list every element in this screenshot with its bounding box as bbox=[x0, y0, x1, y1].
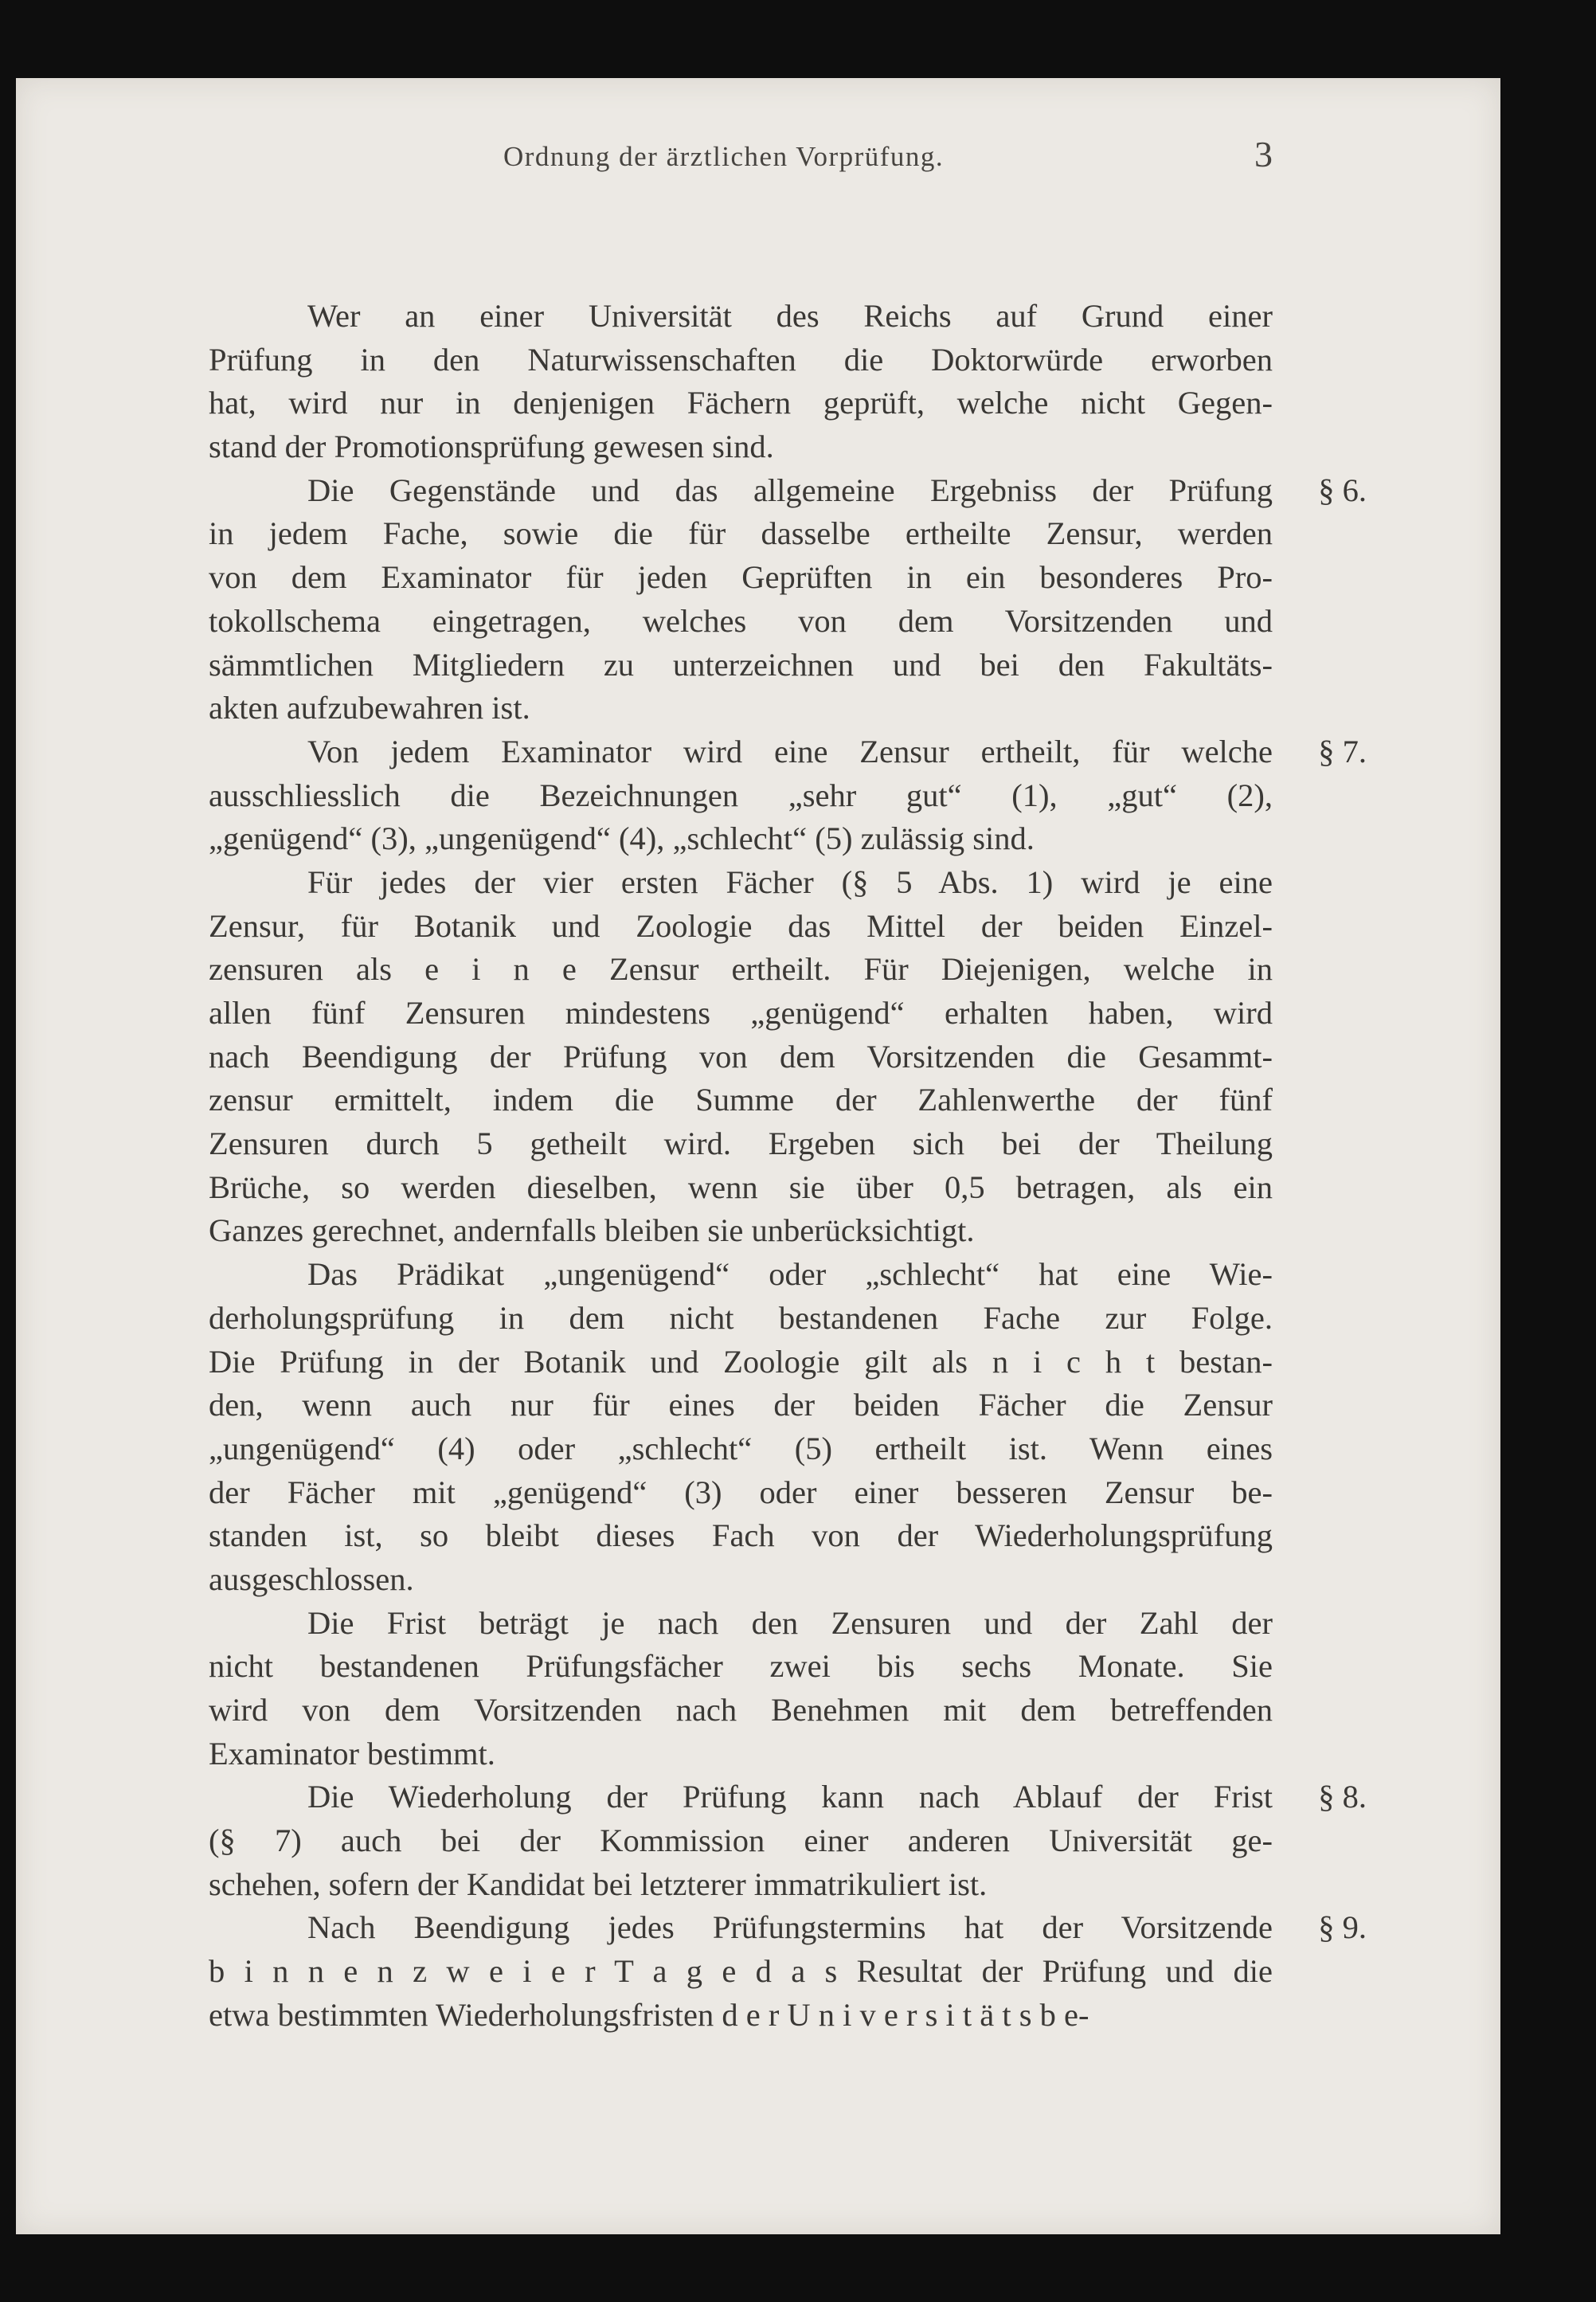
text-line bbox=[209, 861, 1273, 905]
paragraph bbox=[209, 295, 1273, 469]
section-marker: § 6. bbox=[1318, 472, 1367, 508]
text-line bbox=[209, 1558, 1273, 1602]
line-text: b i n n e n z w e i e r T a g e d a s Resultat der Prüfung und die bbox=[209, 1953, 1273, 1990]
text-line bbox=[209, 1950, 1273, 1994]
line-text: Brüche, so werden dieselben, wenn sie über 0,5 betragen, als ein bbox=[209, 1169, 1273, 1205]
text-line bbox=[209, 1079, 1273, 1122]
text-line bbox=[209, 644, 1273, 687]
line-text: (§ 7) auch bei der Kommission einer anderen Universität ge- bbox=[209, 1822, 1273, 1859]
text-line bbox=[209, 1819, 1273, 1863]
paragraph bbox=[209, 469, 1367, 730]
text-line bbox=[209, 1732, 1273, 1776]
text-line bbox=[209, 948, 1273, 992]
line-text: Nach Beendigung jedes Prüfungstermins hat der Vorsitzende bbox=[307, 1909, 1273, 1946]
text-line bbox=[209, 1471, 1273, 1515]
text-line bbox=[209, 1906, 1367, 1950]
text-line bbox=[209, 1775, 1367, 1819]
text-line bbox=[209, 1863, 1273, 1907]
text-line bbox=[209, 469, 1367, 513]
line-text: etwa bestimmten Wiederholungsfristen d e r U n i v e r s i t ä t s b e- bbox=[209, 1996, 1089, 2033]
text-line bbox=[209, 817, 1273, 861]
line-text: schehen, sofern der Kandidat bei letzterer immatrikuliert ist. bbox=[209, 1865, 988, 1902]
text-line bbox=[209, 600, 1273, 644]
line-text: der Fächer mit „genügend“ (3) oder einer besseren Zensur be- bbox=[209, 1474, 1273, 1510]
line-text: Wer an einer Universität des Reichs auf Grund einer bbox=[307, 298, 1273, 334]
text-line bbox=[209, 1209, 1273, 1253]
paragraph bbox=[209, 1775, 1367, 1906]
line-text: hat, wird nur in denjenigen Fächern geprüft, welche nicht Gegen- bbox=[209, 385, 1273, 421]
line-text: tokollschema eingetragen, welches von dem Vorsitzenden und bbox=[209, 602, 1273, 639]
text-line bbox=[209, 1514, 1273, 1558]
text-line bbox=[209, 1427, 1273, 1471]
line-text: „ungenügend“ (4) oder „schlecht“ (5) ertheilt ist. Wenn eines bbox=[209, 1430, 1273, 1466]
text-line bbox=[209, 556, 1273, 600]
text-line bbox=[209, 339, 1273, 382]
body-text bbox=[209, 295, 1367, 2038]
line-text: Zensuren durch 5 getheilt wird. Ergeben sich bei der Theilung bbox=[209, 1126, 1273, 1162]
line-text: ausgeschlossen. bbox=[209, 1560, 414, 1597]
text-line bbox=[209, 1297, 1273, 1341]
text-line bbox=[209, 295, 1273, 339]
line-text: in jedem Fache, sowie die für dasselbe ertheilte Zensur, werden bbox=[209, 515, 1273, 552]
line-text: den, wenn auch nur für eines der beiden Fächer die Zensur bbox=[209, 1387, 1273, 1423]
text-line bbox=[209, 1341, 1273, 1384]
text-line bbox=[209, 992, 1273, 1036]
text-line bbox=[209, 1645, 1273, 1689]
line-text: Die Frist beträgt je nach den Zensuren und der Zahl der bbox=[307, 1604, 1273, 1641]
line-text: stand der Promotionsprüfung gewesen sind. bbox=[209, 429, 774, 465]
line-text: Die Wiederholung der Prüfung kann nach Ablauf der Frist bbox=[307, 1779, 1273, 1815]
text-line bbox=[209, 730, 1367, 774]
line-text: Die Gegenstände und das allgemeine Ergebniss der Prüfung bbox=[307, 472, 1273, 508]
line-text: „genügend“ (3), „ungenügend“ (4), „schlecht“ (5) zulässig sind. bbox=[209, 820, 1035, 857]
line-text: Examinator bestimmt. bbox=[209, 1735, 495, 1772]
running-title: Ordnung der ärztlichen Vorprüfung. bbox=[503, 141, 945, 172]
line-text: allen fünf Zensuren mindestens „genügend“ erhalten haben, wird bbox=[209, 995, 1273, 1031]
text-line bbox=[209, 1166, 1273, 1210]
page-number: 3 bbox=[1254, 134, 1273, 174]
line-text: zensuren als e i n e Zensur ertheilt. Für Diejenigen, welche in bbox=[209, 951, 1273, 988]
line-text: Von jedem Examinator wird eine Zensur ertheilt, für welche bbox=[307, 733, 1273, 769]
line-text: nach Beendigung der Prüfung von dem Vorsitzenden die Gesammt- bbox=[209, 1038, 1273, 1075]
line-text: standen ist, so bleibt dieses Fach von der Wiederholungsprüfung bbox=[209, 1517, 1273, 1554]
paragraph bbox=[209, 730, 1367, 861]
section-marker: § 8. bbox=[1318, 1779, 1367, 1815]
line-text: Zensur, für Botanik und Zoologie das Mittel der beiden Einzel- bbox=[209, 907, 1273, 944]
text-line bbox=[209, 905, 1273, 949]
line-text: Für jedes der vier ersten Fächer (§ 5 Abs. 1) wird je eine bbox=[307, 863, 1273, 900]
text-line bbox=[209, 1689, 1273, 1732]
line-text: akten aufzubewahren ist. bbox=[209, 690, 530, 726]
line-text: zensur ermittelt, indem die Summe der Zahlenwerthe der fünf bbox=[209, 1082, 1273, 1118]
line-text: von dem Examinator für jeden Geprüften in ein besonderes Pro- bbox=[209, 559, 1273, 596]
text-line bbox=[209, 1384, 1273, 1427]
line-text: ausschliesslich die Bezeichnungen „sehr gut“ (1), „gut“ (2), bbox=[209, 777, 1273, 813]
line-text: derholungsprüfung in dem nicht bestandenen Fache zur Folge. bbox=[209, 1299, 1273, 1336]
text-line bbox=[209, 774, 1273, 818]
text-line bbox=[209, 425, 1273, 469]
paragraph bbox=[209, 1602, 1273, 1776]
text-line bbox=[209, 1994, 1273, 2038]
line-text: Das Prädikat „ungenügend“ oder „schlecht“ hat eine Wie- bbox=[307, 1256, 1273, 1293]
paragraph bbox=[209, 861, 1273, 1253]
line-text: wird von dem Vorsitzenden nach Benehmen mit dem betreffenden bbox=[209, 1692, 1273, 1728]
line-text: Prüfung in den Naturwissenschaften die Doktorwürde erworben bbox=[209, 341, 1273, 378]
line-text: Ganzes gerechnet, andernfalls bleiben sie unberücksichtigt. bbox=[209, 1212, 975, 1249]
text-line bbox=[209, 382, 1273, 425]
text-line bbox=[209, 1122, 1273, 1166]
line-text: nicht bestandenen Prüfungsfächer zwei bis sechs Monate. Sie bbox=[209, 1648, 1273, 1685]
text-line bbox=[209, 687, 1273, 730]
paragraph bbox=[209, 1906, 1367, 2037]
text-line bbox=[209, 512, 1273, 556]
page-header bbox=[209, 134, 1273, 189]
text-line bbox=[209, 1253, 1273, 1297]
section-marker: § 9. bbox=[1318, 1909, 1367, 1946]
line-text: Die Prüfung in der Botanik und Zoologie gilt als n i c h t bestan- bbox=[209, 1343, 1273, 1380]
line-text: sämmtlichen Mitgliedern zu unterzeichnen und bei den Fakultäts- bbox=[209, 646, 1273, 683]
text-line bbox=[209, 1602, 1273, 1646]
paragraph bbox=[209, 1253, 1273, 1602]
text-line bbox=[209, 1036, 1273, 1079]
section-marker: § 7. bbox=[1318, 733, 1367, 769]
